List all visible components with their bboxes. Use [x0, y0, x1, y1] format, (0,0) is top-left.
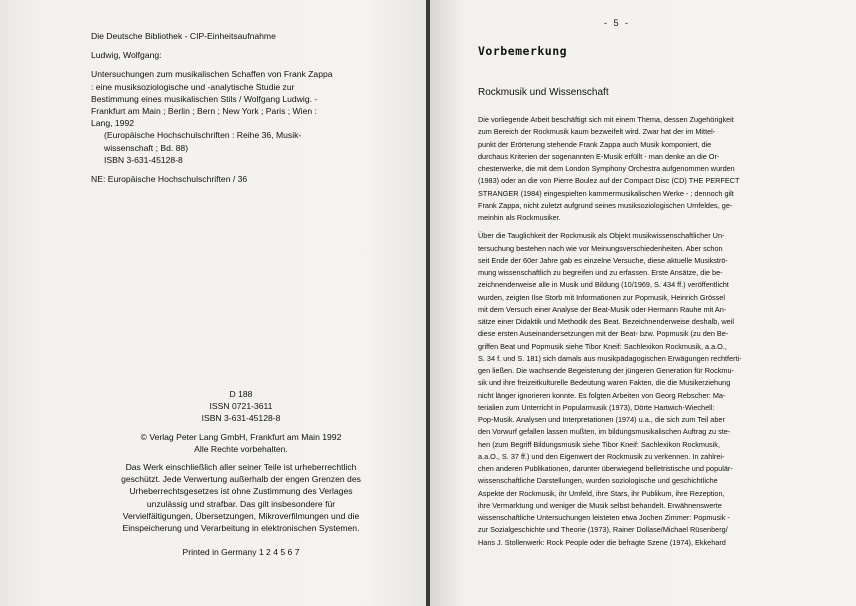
cip-title-line: : eine musiksoziologische und -analytische Studie zur — [91, 81, 295, 92]
text-line: punkt der Erörterung stehende Frank Zappa auch Musik komponiert, die — [478, 139, 712, 149]
text-line: Frank Zappa, nicht zuletzt aufgrund seines musiksoziologischen Umfeldes, ge- — [478, 200, 733, 210]
isbn: ISBN 3-631-45128-8 — [201, 413, 281, 424]
text-line: sätze einer Didaktik und Methodik des Beat. Bezeichnenderweise deshalb, weil — [478, 317, 734, 326]
legal-line: geschützt. Jede Verwertung außerhalb der engen Grenzen des — [121, 474, 361, 485]
text-line: (1983) oder an die von Pierre Boulez auf der Compact Disc (CD) THE PERFECT — [478, 176, 740, 186]
cip-author: Ludwig, Wolfgang: — [91, 50, 162, 61]
body-text — [478, 114, 801, 549]
text-line: seit Ende der 60er Jahre gab es einzelne Versuche, diese aktuelle Musikströ- — [478, 255, 728, 265]
text-line: chesterwerke, die mit dem London Symphony Orchestra aufgenommen wurden — [478, 164, 735, 173]
cip-record — [91, 30, 391, 185]
text-line: meinhin als Rockmusiker. — [478, 213, 561, 222]
text-line: sik und ihre freizeitkulturelle Bedeutung waren Fakten, die die Musikerziehung — [478, 378, 731, 388]
page-number: - 5 - — [604, 18, 631, 28]
text-line: mung wissenschaftlich zu begreifen und zu erfassen. Erste Ansätze, die be- — [478, 268, 723, 277]
text-line: STRANGER (1984) eingespielten kammermusikalischen Werke - ; dennoch gilt — [478, 188, 734, 198]
text-line: ihre Vermarktung und weniger die Musik selbst behandelt. Erwähnenswerte — [478, 500, 722, 510]
paragraph-2 — [478, 230, 801, 549]
left-page — [0, 0, 426, 606]
section-heading: Rockmusik und Wissenschaft — [478, 87, 609, 98]
cip-ne: NE: Europäische Hochschulschriften / 36 — [91, 174, 248, 185]
text-line: Pop-Musik. Analysen und Interpretationen (1974) u.a., die sich zum Teil aber — [478, 415, 725, 424]
text-line: zur Sozialgeschichte und Theorie (1973), Rainer Dollase/Michael Rüsenberg/ — [478, 525, 728, 535]
legal-line: Vervielfältigungen, Übersetzungen, Mikroverfilmungen und die — [122, 510, 360, 521]
legal-line: Das Werk einschließlich aller seiner Teile ist urheberrechtlich — [125, 462, 357, 473]
legal-line: Urheberrechtsgesetzes ist ohne Zustimmung des Verlages — [129, 486, 353, 497]
cip-title-line: Frankfurt am Main ; Berlin ; Bern ; New York ; Paris ; Wien : — [91, 106, 317, 117]
text-line: tersuchung bestehen nach wie vor Meinungsverschiedenheiten. Aber schon — [478, 243, 723, 253]
legal-line: unzulässig und strafbar. Das gilt insbesondere für — [146, 498, 336, 509]
cip-header: Die Deutsche Bibliothek - CIP-Einheitsaufnahme — [91, 31, 276, 41]
text-line: wissenschaftliche Untersuchungen leisteten etwa Jochen Zimmer: Popmusik - — [478, 513, 730, 522]
text-line: diese ersten Auseinandersetzungen mit der Beat- bzw. Popmusik (zu den Be- — [478, 329, 729, 339]
cip-title-line: Untersuchungen zum musikalischen Schaffen von Frank Zappa — [91, 69, 333, 80]
chapter-heading: Vorbemerkung — [478, 44, 568, 58]
text-line: zum Bereich der Rockmusik kaum bezweifelt wird. Zwar hat der im Mittel- — [478, 127, 716, 137]
text-line: Über die Tauglichkeit der Rockmusik als Objekt musikwissenschaftlicher Un- — [478, 231, 725, 241]
cip-series-line: wissenschaft ; Bd. 88) — [104, 142, 189, 153]
printed-in-germany: Printed in Germany 1 2 4 5 6 7 — [182, 547, 300, 558]
text-line: den Vorwurf gefallen lassen mußten, im bildungsmusikalischen Auftrag zu ste- — [478, 427, 731, 437]
text-line: wissenschaftliche Darstellungen, wurden soziologische und geschichtliche — [478, 476, 718, 486]
text-line: gen ließen. Die wachsende Begeisterung der jüngeren Generation für Rockmu- — [478, 366, 734, 375]
text-line: Hans J. Stollenwerk: Rock People oder die befragte Szene (1974), Ekkehard — [478, 537, 726, 547]
paragraph-1 — [478, 114, 801, 224]
text-line: griffen Beat und Popmusik siehe Tibor Kneif: Sachlexikon Rockmusik, a.a.O., — [478, 341, 727, 351]
imprint-block — [91, 388, 391, 558]
text-line: chen anderen Publikationen, darunter überwiegend belletristische und populär- — [478, 464, 733, 473]
text-line: durchaus Kriterien der sogenannten E-Musik erfüllt - man denke an die Or- — [478, 151, 720, 161]
cip-series-line: (Europäische Hochschulschriften : Reihe 36, Musik- — [104, 130, 302, 141]
legal-line: Einspeicherung und Verarbeitung in elektronischen Systemen. — [122, 523, 360, 534]
text-line: hen (zum Begriff Bildungsmusik siehe Tibor Kneif: Sachlexikon Rockmusik, — [478, 439, 720, 449]
text-line: terialien zum Unterricht in Popularmusik (1973), Dörte Hartwich-Wiechell: — [478, 402, 715, 412]
issn: ISSN 0721-3611 — [209, 401, 273, 412]
rights-notice: Alle Rechte vorbehalten. — [194, 443, 288, 454]
d-number: D 188 — [229, 389, 253, 399]
text-line: mit dem Versuch einer Analyse der Beat-Musik oder Hermann Rauhe mit An- — [478, 304, 727, 314]
text-line: zeichnenderweise alle in Musik und Bildung (10/1969, S. 434 ff.) veröffentlicht — [478, 280, 729, 290]
text-line: nicht länger ignorieren konnte. Es folgten Arbeiten von Georg Rebscher: Ma- — [478, 390, 726, 400]
text-line: Die vorliegende Arbeit beschäftigt sich mit einem Thema, dessen Zugehörigkeit — [478, 115, 734, 124]
cip-title-line: Bestimmung eines musikalischen Stils / Wolfgang Ludwig. - — [91, 93, 318, 104]
text-line: wurden, zeigten Ilse Storb mit Informationen zur Popmusik, Heinrich Grössel — [478, 292, 725, 302]
cip-isbn: ISBN 3-631-45128-8 — [104, 154, 183, 165]
text-line: S. 34 f. und S. 181) sich damals aus musikpädagogischen Erwägungen rechtferti- — [478, 353, 742, 363]
cip-title-line: Lang, 1992 — [91, 118, 135, 129]
text-line: Aspekte der Rockmusik, ihr Umfeld, ihre Stars, ihr Publikum, ihre Rezeption, — [478, 488, 725, 498]
text-line: a.a.O., S. 37 ff.) und den Eigenwert der Rockmusik zu verkennen. In zahlrei- — [478, 451, 725, 461]
copyright: © Verlag Peter Lang GmbH, Frankfurt am Main 1992 — [140, 431, 342, 442]
